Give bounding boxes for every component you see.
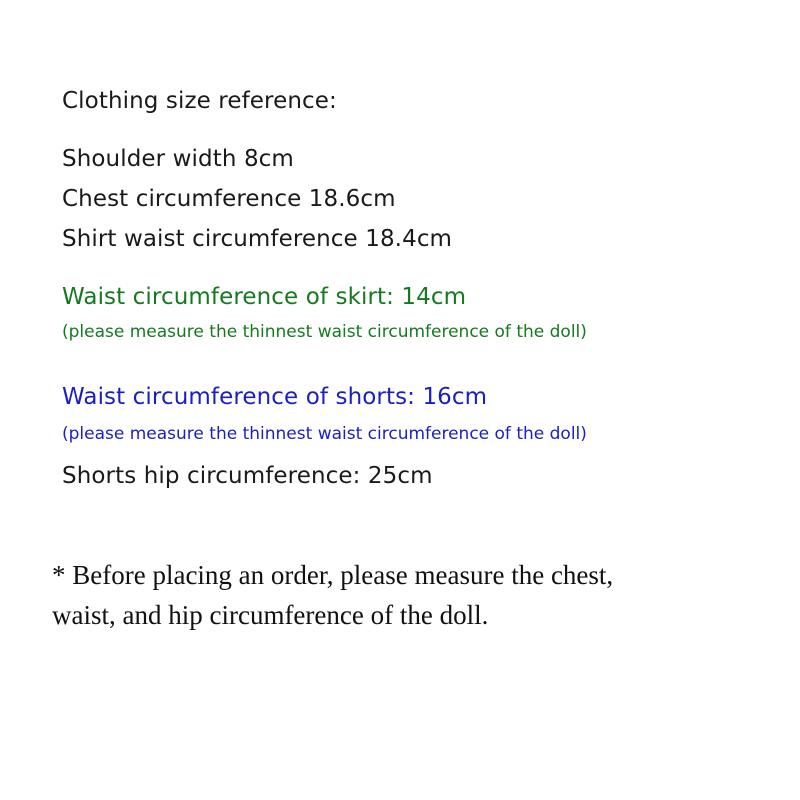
skirt-waist-line: Waist circumference of skirt: 14cm [62,284,467,310]
shorts-hip-line: Shorts hip circumference: 25cm [62,463,433,489]
shorts-waist-line: Waist circumference of shorts: 16cm [62,384,488,410]
page-title: Clothing size reference: [62,88,337,114]
footnote-line-2: waist, and hip circumference of the doll. [52,600,489,630]
footnote-line-1: * Before placing an order, please measure the chest, [52,560,614,590]
skirt-waist-note: (please measure the thinnest waist circumference of the doll) [62,322,587,342]
chest-circumference-line: Chest circumference 18.6cm [62,186,396,212]
shoulder-width-line: Shoulder width 8cm [62,146,294,172]
shorts-waist-note: (please measure the thinnest waist circumference of the doll) [62,424,587,444]
shirt-waist-line: Shirt waist circumference 18.4cm [62,226,453,252]
